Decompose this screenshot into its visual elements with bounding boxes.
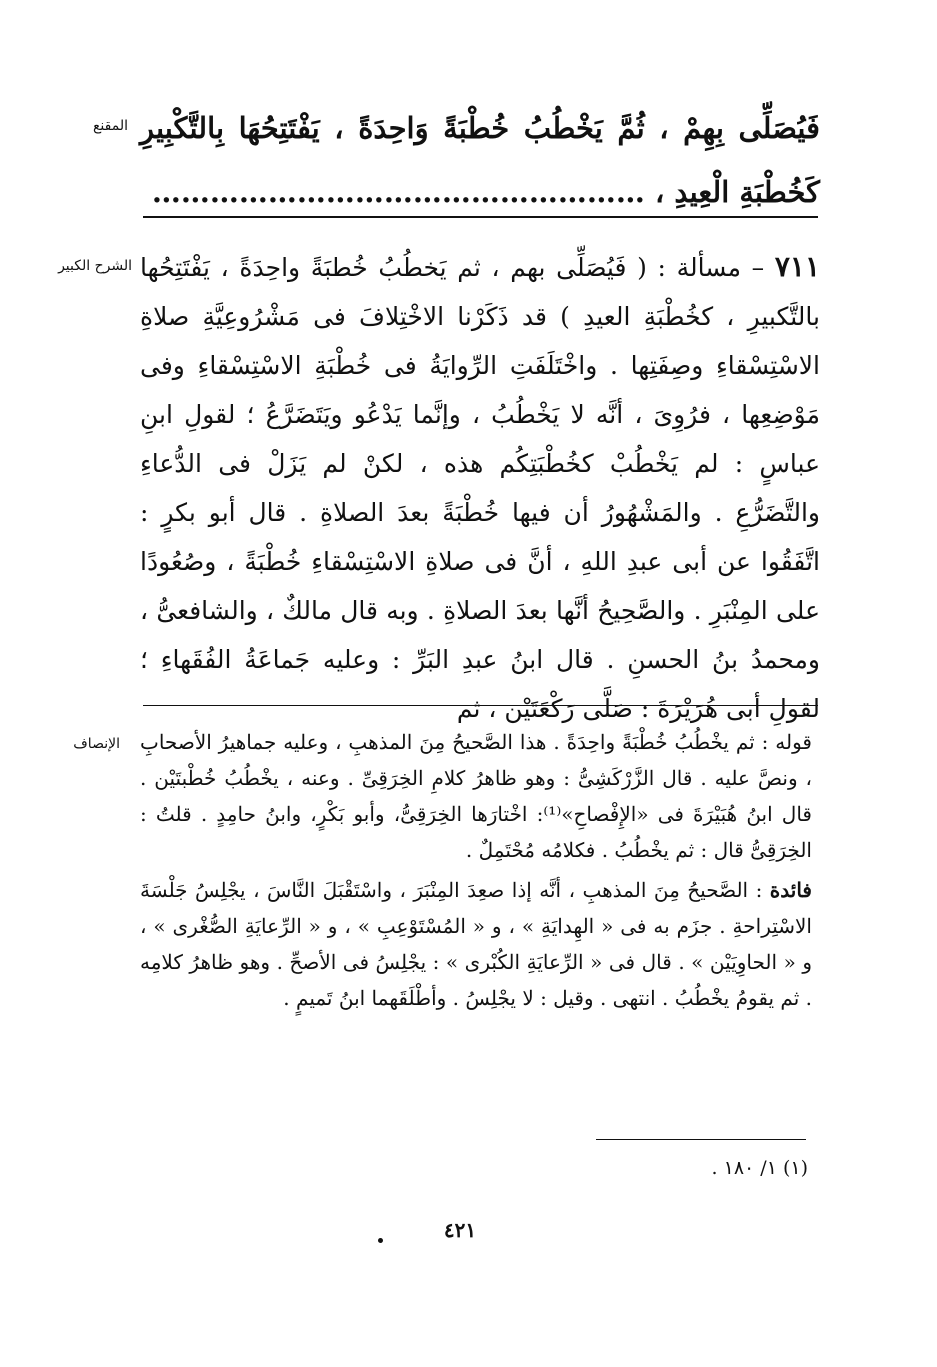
footnote-divider [596,1139,806,1140]
muqni-text-block [140,96,820,224]
margin-label-muqni: المقنع [92,118,128,134]
faida-text: : الصَّحيحُ مِنَ المذهبِ ، أنَّه إذا صعِدَ المِنْبَرَ ، واسْتَقْبَلَ النَّاسَ ، يجْلِسُ جَلْسَةَ الاسْتِراحةِ . جزَم به فى « الهِدايَةِ » ، و « المُسْتَوْعِبِ » ، و « الرِّعايَةِ الصُّغْرى » ، و « الحاوِيَيْن » . قال فى « الرِّعايَةِ الكُبْرى » : يجْلِسُ فى الأصحِّ . وهو ظاهرُ كلامِه . ثم يقومُ يخْطُبُ . انتهى . وقيل : لا يجْلِسُ . وأطْلَقَهما ابنُ تَميمٍ . [140,878,812,1010]
margin-label-sharh: الشرح الكبير [58,258,132,274]
sharh-text-block [140,242,820,733]
section-divider-top [143,216,818,218]
insaf-paragraph-2 [140,872,812,1016]
sharh-text: – مسألة : ( فَيُصَلِّى بهم ، ثم يَخطُبُ خُطبَةً واحِدَةً ، يَفْتَتِحُها بالتَّكبيرِ ، كخُطْبَةِ العيدِ ) قد ذَكَرْنا الاخْتِلافَ فى مَشْرُوعِيَّةِ صلاةِ الاسْتِسْقاءِ وصِفَتِها . واخْتَلَفَتِ الرِّوايَةُ فى خُطْبَةِ الاسْتِسْقاءِ وفى مَوْضِعِها ، فرُوِىَ ، أنَّه لا يَخْطُبُ ، وإنَّما يَدْعُو ويَتَضَرَّعُ ؛ لقولِ ابنِ عباسٍ : لم يَخْطُبْ كخُطْبَتِكُم هذه ، لكنْ لم يَزَلْ فى الدُّعاءِ والتَّضَرُّعِ . والمَشْهُورُ أن فيها خُطْبَةً بعدَ الصلاةِ . قال أبو بكرٍ : اتَّفَقُوا عن أبى عبدِ اللهِ ، أنَّ فى صلاةِ الاسْتِسْقاءِ خُطْبَةً ، وصُعُودًا على المِنْبَرِ . والصَّحِيحُ أنَّها بعدَ الصلاةِ . وبه قال مالكٌ ، والشافعىُّ ، ومحمدُ بنُ الحسنِ . قال ابنُ عبدِ البَرِّ : وعليه جَماعَةُ الفُقَهاءِ ؛ لقولِ أبى هُرَيْرَةَ : صَلَّى رَكْعَتَيْن ، ثم [140,253,820,723]
page-number: ٤٢١ [443,1218,477,1242]
insaf-text-block [140,724,812,1016]
faida-label: فائدة [769,878,812,902]
masala-number: ٧١١ [774,250,820,283]
insaf-paragraph-1: قوله : ثم يخْطُبُ خُطْبَةً واحِدَةً . هذا الصَّحيحُ مِنَ المذهبِ ، وعليه جماهيرُ الأصحابِ ، ونصَّ عليه . قال الزَّرْكَشِىُّ : وهو ظاهرُ كلامِ الخِرَقِىِّ . وعنه ، يخْطُبُ خُطْبتَيْن . قال ابنُ هُبَيْرَةَ فى «الإِفْصاحِ»⁽¹⁾: اخْتارَها الخِرَقِىُّ، وأبو بَكْرٍ، وابنُ حامِدٍ . قلتُ : الخِرَقِىُّ قال : ثم يخْطُبُ . فكلامُه مُحْتَمِلٌ . [140,730,812,862]
page-dot-mark [378,1238,383,1243]
muqni-text: فَيُصَلِّى بِهِمْ ، ثُمَّ يَخْطُبُ خُطْبَةً وَاحِدَةً ، يَفْتَتِحُهَا بِالتَّكْبِيرِ كَخُطْبَةِ الْعِيدِ ، [140,111,820,209]
margin-label-insaf: الإنصاف [73,736,120,752]
footnote: (١) ١/ ١٨٠ . [711,1157,808,1179]
muqni-dots: …………………………………………… [151,175,645,209]
muqni-paragraph [140,96,820,224]
sharh-paragraph [140,242,820,733]
section-divider-middle [143,705,818,706]
